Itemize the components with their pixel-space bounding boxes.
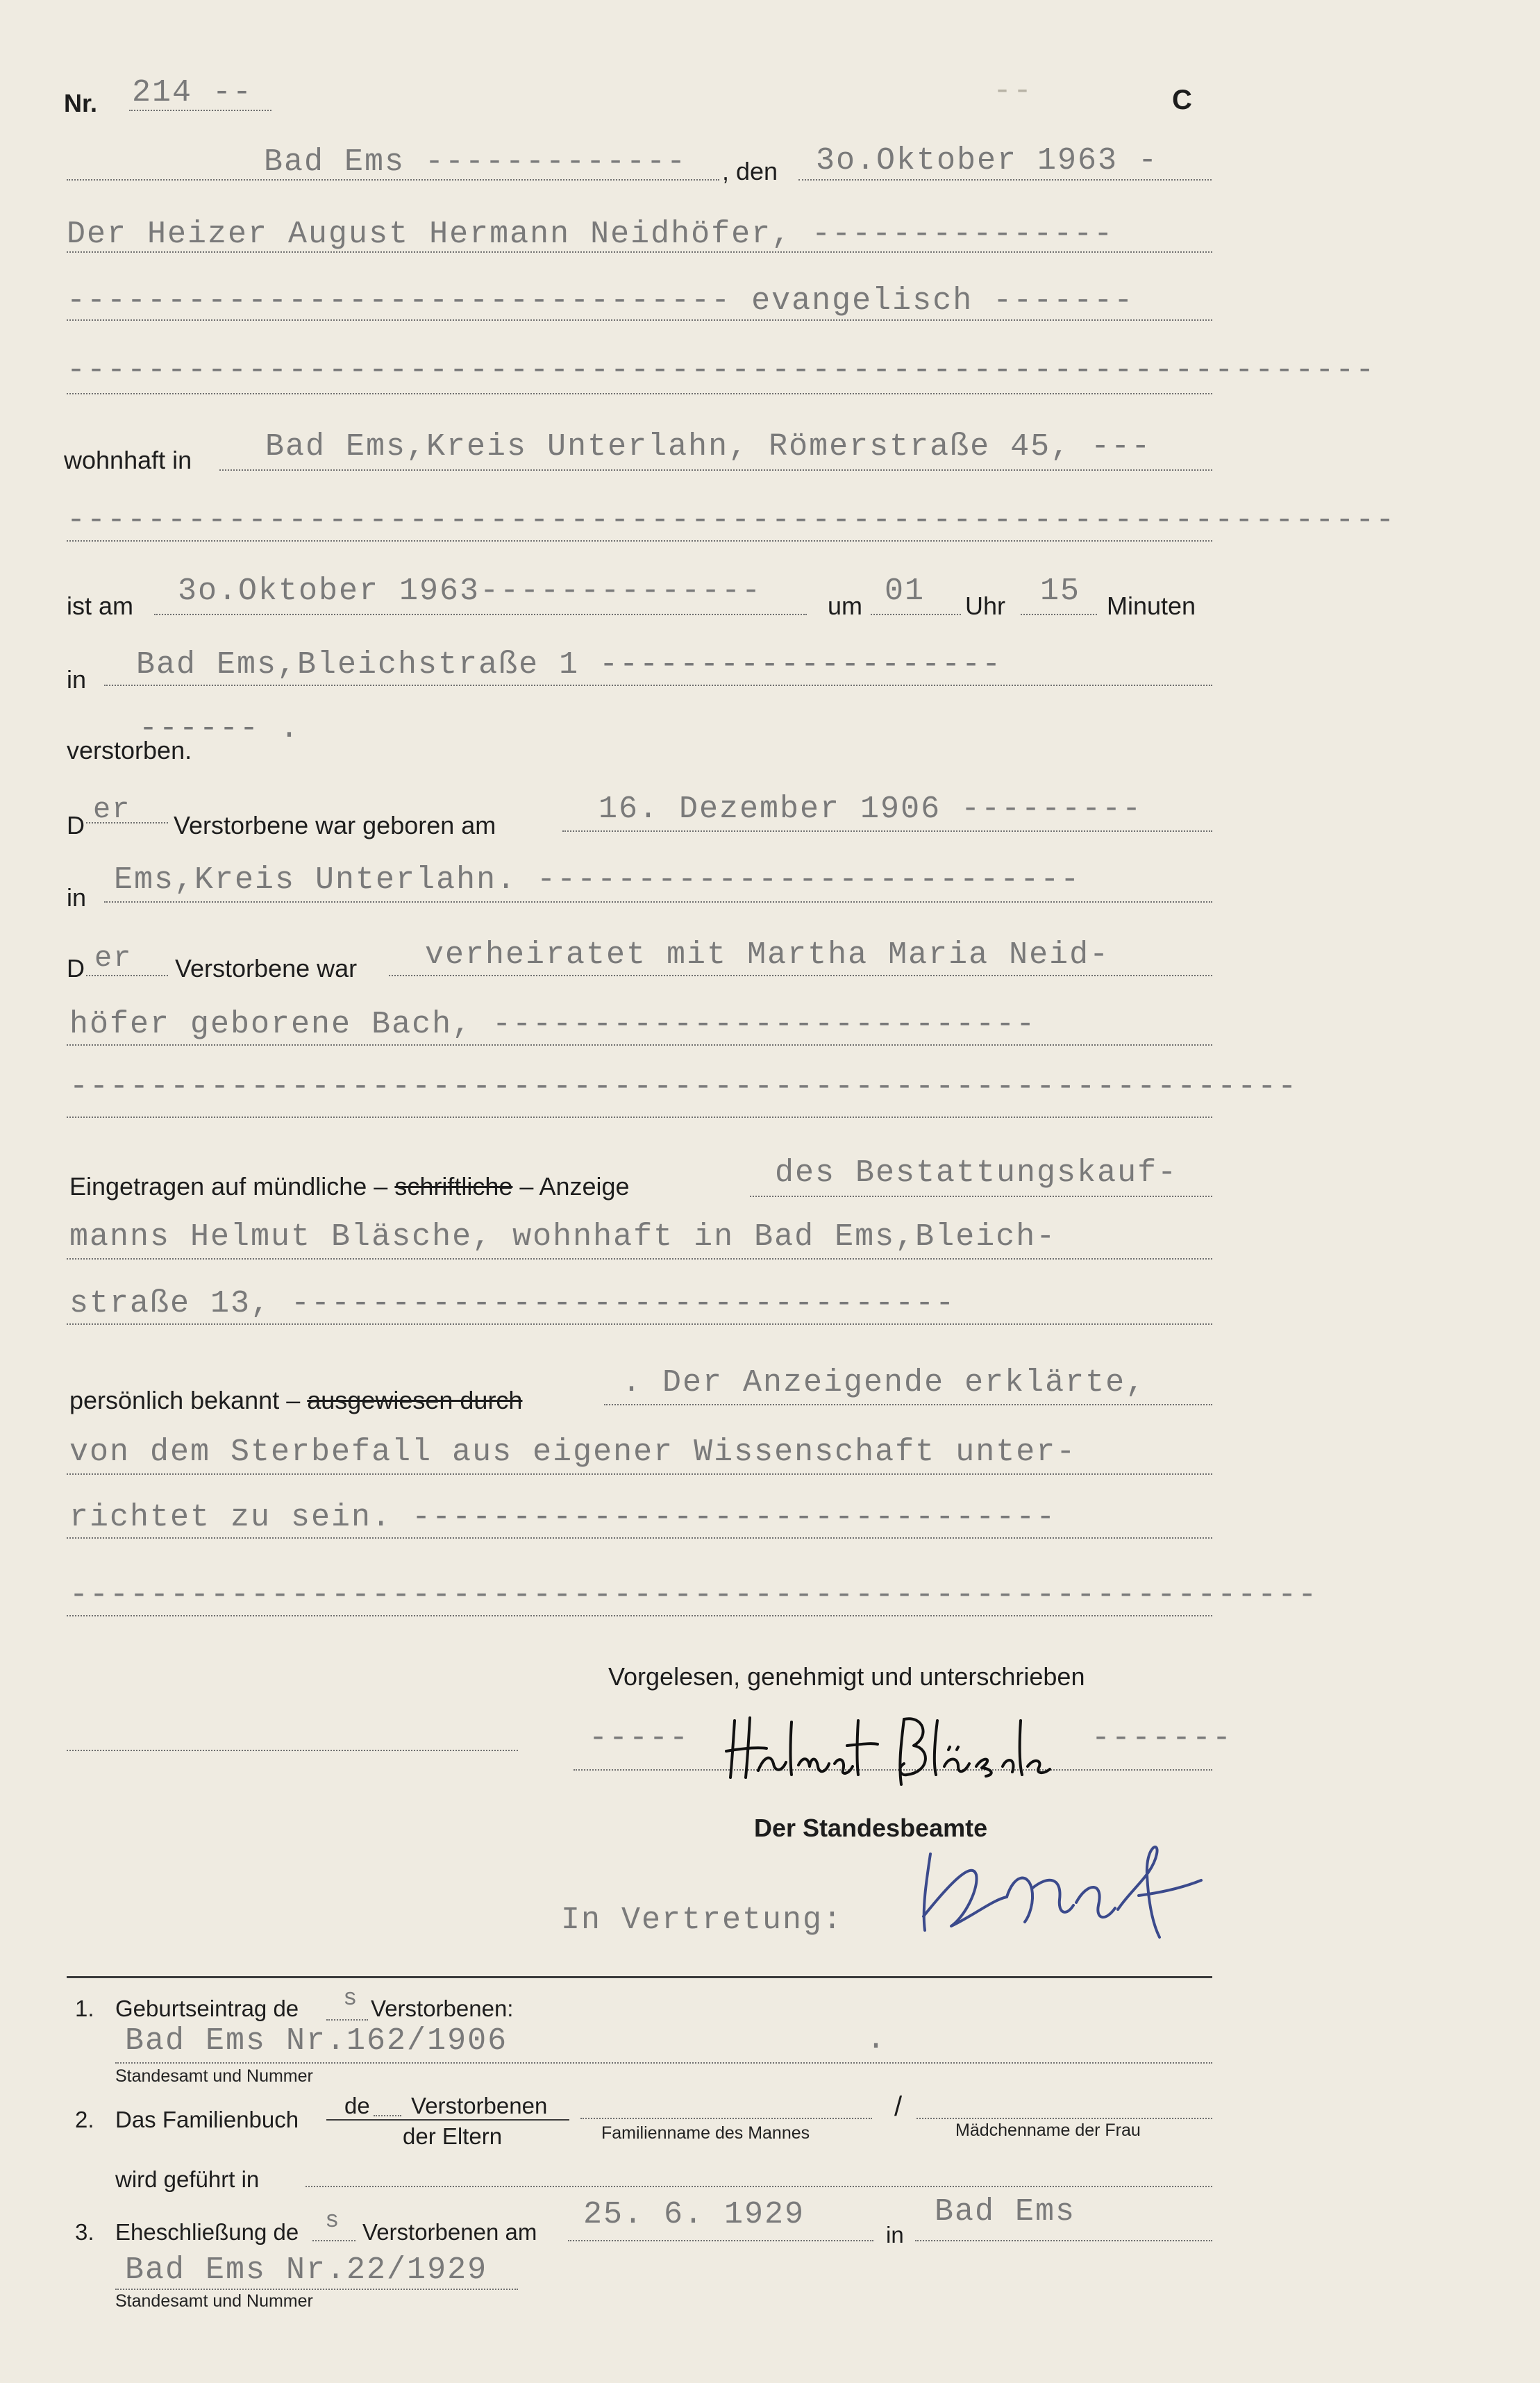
footer-item1-label-pre: Geburtseintrag de [115,1996,299,2021]
uhr-label: Uhr [965,592,1006,620]
wohnhaft-label: wohnhaft in [64,446,192,474]
death-date-value: 3o.Oktober 1963-------------- [178,574,762,609]
footer-item2-caption-man: Familienname des Mannes [601,2123,810,2143]
birth-place-value: Ems,Kreis Unterlahn. --------------------------- [114,862,1081,898]
death-in-label: in [67,665,87,694]
place-value: Bad Ems ------------- [264,144,687,180]
identity-line-2: von dem Sterbefall aus eigener Wissenschaft unter- [69,1435,1077,1470]
birth-er-suffix: er [93,793,131,826]
footer-item3-fill: s [325,2208,341,2234]
marital-line-1: verheiratet mit Martha Maria Neid- [425,937,1110,973]
in-vertretung-label: In Vertretung: [561,1903,844,1938]
footer-separator [67,1976,1212,1978]
person-line-3: ----------------------------------------------------------------- [67,353,1376,388]
identity-line-3: richtet zu sein. -------------------------------- [69,1500,1057,1535]
report-label: Eingetragen auf mündliche – schriftliche – Anzeige [69,1172,630,1201]
identity-line-4: -------------------------------------------------------------- [69,1578,1319,1613]
person-line-2: --------------------------------- evangelisch ------- [67,283,1135,319]
footer-item1-label-post: Verstorbenen: [371,1996,514,2021]
header-dash: -- [993,74,1034,109]
verstorben-label: verstorben. [67,736,192,764]
footer-item2-bottom: der Eltern [403,2123,503,2149]
footer-item3-date: 25. 6. 1929 [583,2197,805,2232]
registrar-signature [910,1833,1229,1944]
form-letter: C [1172,85,1192,115]
informant-signature [722,1708,1055,1791]
hour-value: 01 [885,574,926,609]
footer-item1-number: 1. [75,1996,94,2021]
footer-item3-in: in [886,2222,904,2248]
birth-date-value: 16. Dezember 1906 --------- [599,792,1143,827]
death-place-line-2: ------ . [139,711,301,746]
footer-item3-caption: Standesamt und Nummer [115,2291,313,2311]
wohnhaft-value: Bad Ems,Kreis Unterlahn, Römerstraße 45, --- [265,429,1152,465]
report-line-1: des Bestattungskauf- [775,1155,1178,1191]
minutes-value: 15 [1040,574,1081,609]
marital-er-suffix: er [94,942,133,975]
birth-label: Verstorbene war geboren am [174,811,496,839]
birth-d-prefix: D [67,811,85,839]
report-line-2: manns Helmut Bläsche, wohnhaft in Bad Ems,Bleich- [69,1219,1057,1255]
marital-line-2: höfer geborene Bach, --------------------------- [69,1007,1037,1042]
den-label: , den [722,157,778,185]
read-approved-text: Vorgelesen, genehmigt und unterschrieben [608,1662,1085,1691]
footer-item1-value: Bad Ems Nr.162/1906 [125,2023,508,2059]
nr-value: 214 -- [132,75,253,110]
person-line-1: Der Heizer August Hermann Neidhöfer, --------------- [67,217,1114,252]
footer-item3-value: Bad Ems Nr.22/1929 [125,2252,488,2288]
signature-dashes-left: ----- [589,1721,690,1756]
footer-item1-caption: Standesamt und Nummer [115,2066,313,2086]
footer-item2-top: Verstorbenen [411,2093,548,2118]
footer-item2-label: Das Familienbuch [115,2107,299,2132]
marital-line-3: ------------------------------------------------------------- [69,1069,1298,1105]
marital-label: Verstorbene war [175,954,358,983]
birth-in-label: in [67,883,87,912]
footer-item3-label-post: Verstorbenen am [362,2219,537,2245]
footer-item2-de: de [344,2093,370,2118]
footer-item1-dot: . [867,2022,887,2057]
footer-item2-caption-woman: Mädchenname der Frau [955,2121,1141,2140]
signature-dashes-right: ------- [1091,1721,1233,1756]
minuten-label: Minuten [1107,592,1196,620]
footer-item3-number: 3. [75,2219,94,2245]
identity-line-1: . Der Anzeigende erklärte, [622,1365,1146,1400]
report-line-3: straße 13, --------------------------------- [69,1286,956,1321]
death-place-value: Bad Ems,Bleichstraße 1 -------------------- [136,647,1003,683]
nr-label: Nr. [64,89,98,117]
identity-label: persönlich bekannt – ausgewiesen durch [69,1386,523,1414]
footer-item2-slash: / [894,2091,903,2122]
footer-item3-place: Bad Ems [935,2194,1076,2230]
footer-item2-number: 2. [75,2107,94,2132]
registrar-label: Der Standesbeamte [754,1814,988,1842]
marital-d-prefix: D [67,954,85,983]
wohnhaft-line-2: ------------------------------------------------------------------ [67,503,1396,538]
footer-item2-gefuehrt: wird geführt in [115,2166,260,2192]
footer-item1-fill: s [343,1986,359,2012]
date-value: 3o.Oktober 1963 - [816,143,1159,178]
ist-am-label: ist am [67,592,134,620]
um-label: um [828,592,863,620]
footer-item3-label-pre: Eheschließung de [115,2219,299,2245]
